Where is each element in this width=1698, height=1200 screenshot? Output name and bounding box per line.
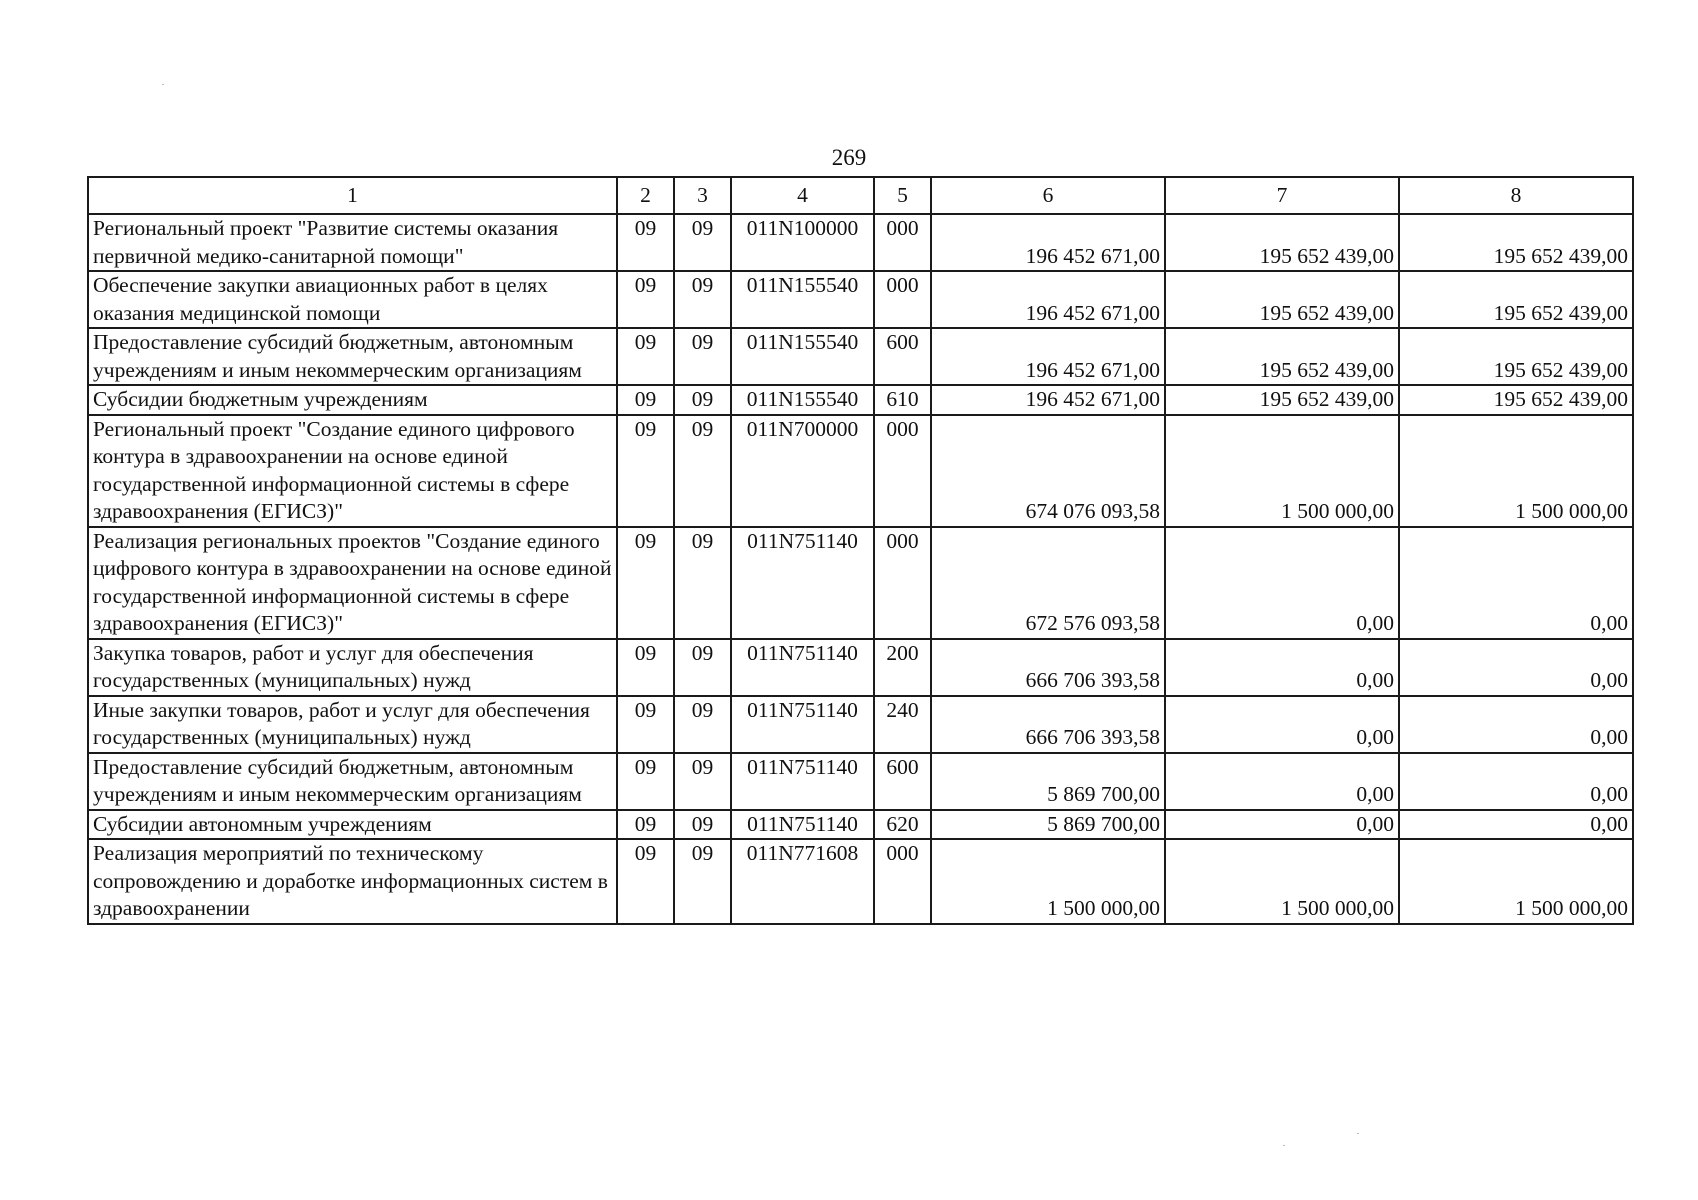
row-col-5: 000 [874,415,931,527]
row-col-8: 195 652 439,00 [1399,214,1633,271]
row-col-7: 195 652 439,00 [1165,328,1399,385]
row-col-5: 000 [874,271,931,328]
row-col-3: 09 [674,271,731,328]
row-col-8: 0,00 [1399,753,1633,810]
row-col-6: 196 452 671,00 [931,328,1165,385]
row-col-2: 09 [617,214,674,271]
row-col-8: 0,00 [1399,639,1633,696]
row-col-5: 000 [874,839,931,924]
row-col-6: 196 452 671,00 [931,385,1165,415]
row-name: Субсидии бюджетным учреждениям [88,385,617,415]
row-col-7: 1 500 000,00 [1165,839,1399,924]
row-col-7: 0,00 [1165,696,1399,753]
row-name: Субсидии автономным учреждениям [88,810,617,840]
column-header-7: 7 [1165,177,1399,214]
row-col-4: 011N155540 [731,385,874,415]
table-row [88,639,1633,696]
row-name: Региональный проект "Развитие системы оказания первичной медико-санитарной помощи" [88,214,617,271]
row-col-8: 1 500 000,00 [1399,839,1633,924]
row-col-6: 666 706 393,58 [931,696,1165,753]
scan-speck [1283,1145,1285,1146]
header-row [88,177,1633,214]
column-header-4: 4 [731,177,874,214]
row-col-7: 1 500 000,00 [1165,415,1399,527]
row-name: Реализация региональных проектов "Создание единого цифрового контура в здравоохранении на основе единой государственной информационной системы в сфере здравоохранения (ЕГИСЗ)" [88,527,617,639]
table-row [88,271,1633,328]
row-col-6: 672 576 093,58 [931,527,1165,639]
table-row [88,839,1633,924]
row-col-5: 240 [874,696,931,753]
table-row [88,214,1633,271]
row-col-7: 195 652 439,00 [1165,271,1399,328]
row-col-2: 09 [617,753,674,810]
row-col-8: 1 500 000,00 [1399,415,1633,527]
column-header-8: 8 [1399,177,1633,214]
page-number: 269 [831,145,867,170]
row-col-2: 09 [617,385,674,415]
row-col-4: 011N700000 [731,415,874,527]
row-col-7: 0,00 [1165,753,1399,810]
row-col-2: 09 [617,527,674,639]
row-col-4: 011N771608 [731,839,874,924]
row-name: Предоставление субсидий бюджетным, автономным учреждениям и иным некоммерческим организациям [88,328,617,385]
row-col-3: 09 [674,810,731,840]
row-col-4: 011N155540 [731,271,874,328]
scan-speck [1357,1133,1359,1134]
row-col-3: 09 [674,385,731,415]
table-row [88,385,1633,415]
row-col-5: 610 [874,385,931,415]
row-col-6: 674 076 093,58 [931,415,1165,527]
table-row [88,527,1633,639]
row-name: Закупка товаров, работ и услуг для обеспечения государственных (муниципальных) нужд [88,639,617,696]
row-col-2: 09 [617,839,674,924]
row-col-4: 011N751140 [731,639,874,696]
row-col-4: 011N155540 [731,328,874,385]
row-col-3: 09 [674,328,731,385]
row-col-8: 195 652 439,00 [1399,328,1633,385]
row-col-7: 195 652 439,00 [1165,214,1399,271]
table-row [88,415,1633,527]
table-row [88,810,1633,840]
row-col-4: 011N751140 [731,810,874,840]
row-col-6: 5 869 700,00 [931,753,1165,810]
row-col-4: 011N751140 [731,753,874,810]
row-col-6: 5 869 700,00 [931,810,1165,840]
row-col-4: 011N751140 [731,527,874,639]
column-header-2: 2 [617,177,674,214]
row-col-5: 600 [874,328,931,385]
row-col-3: 09 [674,639,731,696]
row-col-6: 196 452 671,00 [931,214,1165,271]
row-col-5: 600 [874,753,931,810]
row-col-7: 195 652 439,00 [1165,385,1399,415]
row-col-8: 0,00 [1399,696,1633,753]
row-col-3: 09 [674,415,731,527]
row-col-7: 0,00 [1165,527,1399,639]
row-col-2: 09 [617,271,674,328]
row-col-2: 09 [617,328,674,385]
row-col-3: 09 [674,753,731,810]
table-row [88,696,1633,753]
budget-table [87,176,1634,925]
table-row [88,328,1633,385]
row-col-2: 09 [617,810,674,840]
column-header-3: 3 [674,177,731,214]
row-name: Реализация мероприятий по техническому сопровождению и доработке информационных систем в здравоохранении [88,839,617,924]
row-col-4: 011N100000 [731,214,874,271]
row-col-8: 0,00 [1399,527,1633,639]
row-col-2: 09 [617,639,674,696]
column-header-6: 6 [931,177,1165,214]
row-col-5: 620 [874,810,931,840]
row-col-8: 0,00 [1399,810,1633,840]
row-col-4: 011N751140 [731,696,874,753]
table-row [88,753,1633,810]
row-col-3: 09 [674,839,731,924]
row-col-5: 000 [874,527,931,639]
column-header-5: 5 [874,177,931,214]
row-name: Иные закупки товаров, работ и услуг для обеспечения государственных (муниципальных) нужд [88,696,617,753]
row-name: Региональный проект "Создание единого цифрового контура в здравоохранении на основе единой государственной информационной системы в сфере здравоохранения (ЕГИСЗ)" [88,415,617,527]
row-col-7: 0,00 [1165,639,1399,696]
row-col-8: 195 652 439,00 [1399,385,1633,415]
row-col-6: 666 706 393,58 [931,639,1165,696]
column-header-1: 1 [88,177,617,214]
row-col-5: 000 [874,214,931,271]
scan-speck [162,84,164,85]
row-col-7: 0,00 [1165,810,1399,840]
row-col-2: 09 [617,415,674,527]
row-col-6: 1 500 000,00 [931,839,1165,924]
row-name: Предоставление субсидий бюджетным, автономным учреждениям и иным некоммерческим организациям [88,753,617,810]
row-col-8: 195 652 439,00 [1399,271,1633,328]
row-col-3: 09 [674,214,731,271]
row-col-3: 09 [674,696,731,753]
row-col-6: 196 452 671,00 [931,271,1165,328]
row-col-5: 200 [874,639,931,696]
row-name: Обеспечение закупки авиационных работ в целях оказания медицинской помощи [88,271,617,328]
row-col-3: 09 [674,527,731,639]
row-col-2: 09 [617,696,674,753]
